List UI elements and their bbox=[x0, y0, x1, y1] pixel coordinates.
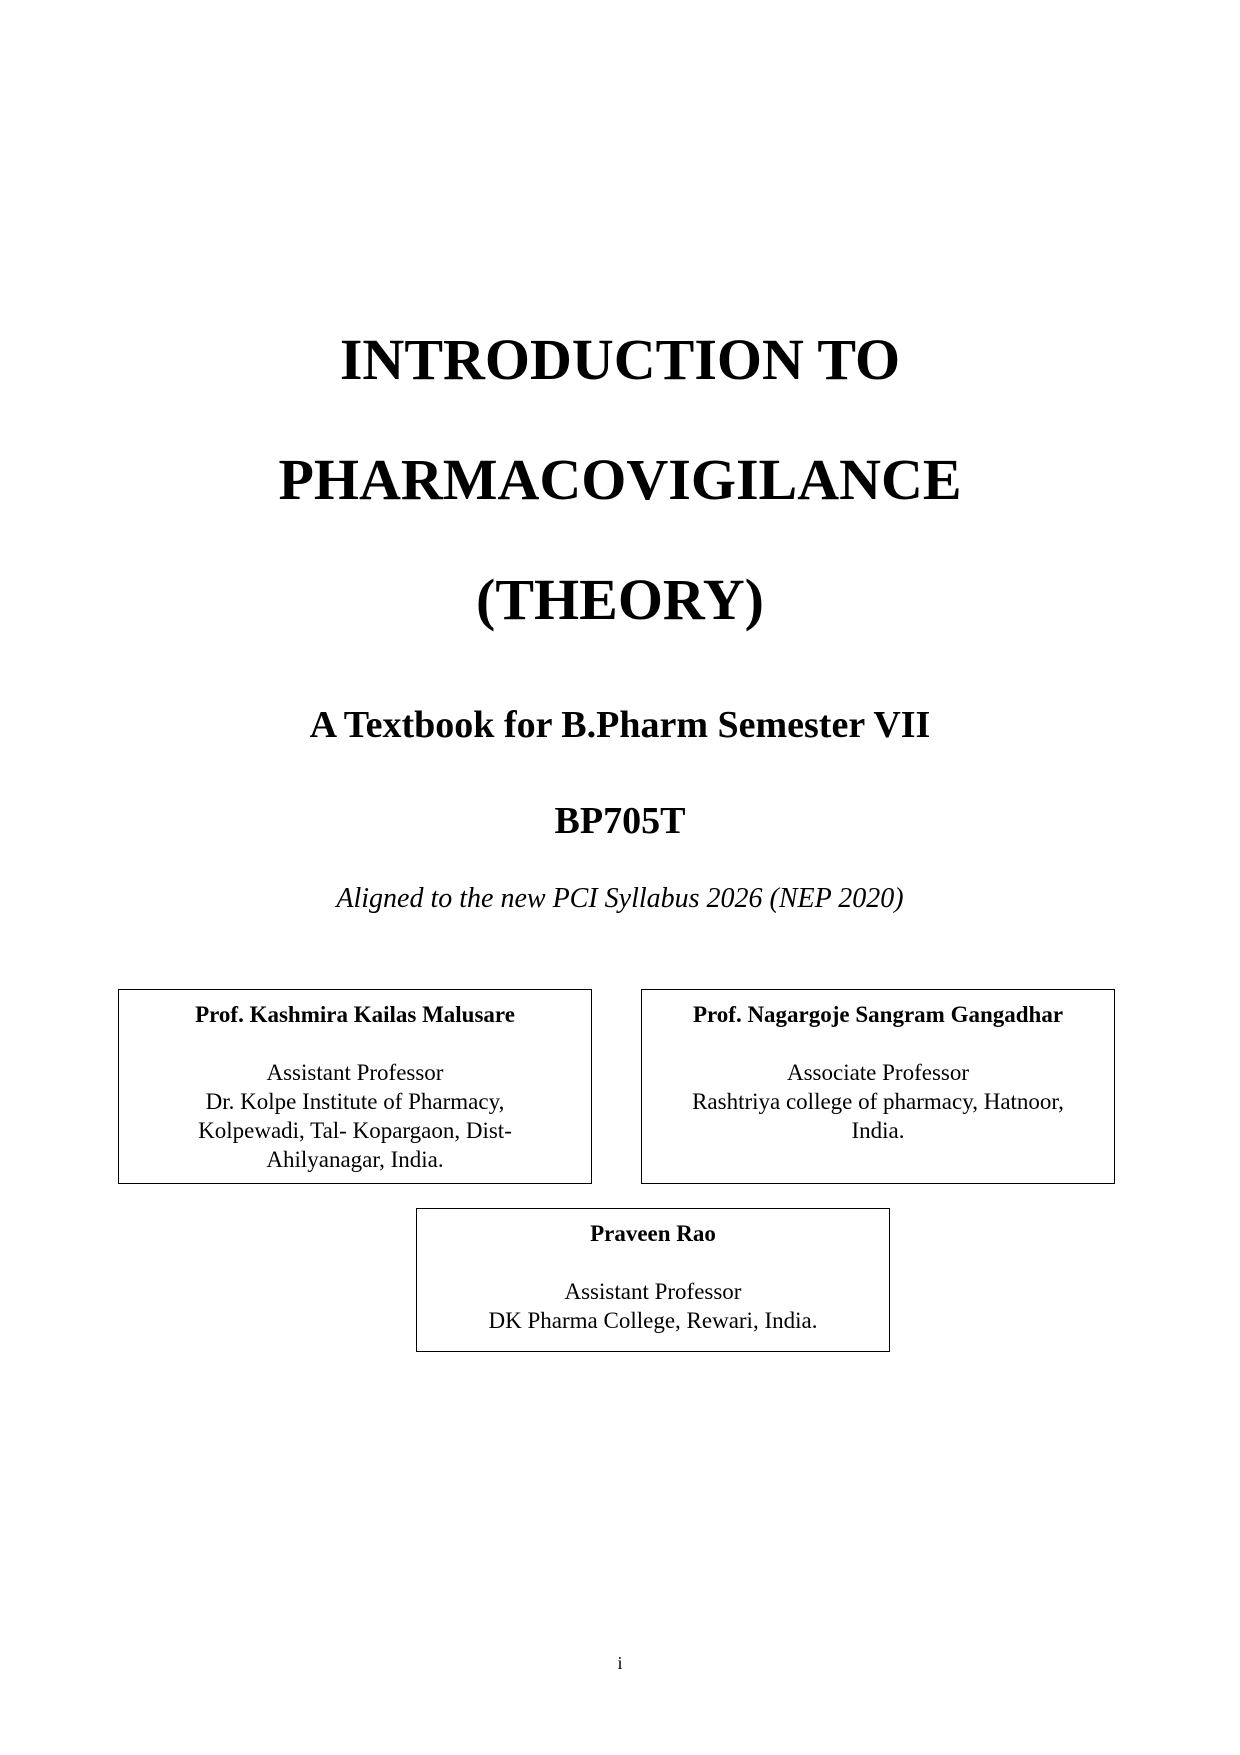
author-designation: Associate Professor bbox=[786, 1060, 970, 1085]
author-designation: Assistant Professor bbox=[564, 1279, 742, 1304]
author-affiliation-line: Rashtriya college of pharmacy, Hatnoor, bbox=[692, 1089, 1064, 1114]
author-box-1 bbox=[118, 989, 592, 1184]
author-box-2 bbox=[641, 989, 1115, 1184]
author-affiliation-line: Kolpewadi, Tal- Kopargaon, Dist- bbox=[198, 1118, 512, 1143]
title-line-3: (THEORY) bbox=[476, 567, 764, 632]
author-name: Praveen Rao bbox=[590, 1221, 716, 1246]
syllabus-note: Aligned to the new PCI Syllabus 2026 (NEP 2020) bbox=[336, 883, 904, 914]
author-affiliation-line: DK Pharma College, Rewari, India. bbox=[488, 1308, 818, 1333]
page-number: i bbox=[617, 1653, 623, 1673]
title-line-2: PHARMACOVIGILANCE bbox=[278, 447, 962, 512]
author-designation: Assistant Professor bbox=[266, 1060, 444, 1085]
course-code: BP705T bbox=[554, 800, 686, 842]
subtitle: A Textbook for B.Pharm Semester VII bbox=[309, 704, 931, 746]
author-box-3 bbox=[416, 1208, 890, 1352]
author-affiliation-line: Ahilyanagar, India. bbox=[266, 1147, 444, 1172]
author-name: Prof. Kashmira Kailas Malusare bbox=[195, 1002, 515, 1027]
author-affiliation-line: India. bbox=[851, 1118, 905, 1143]
author-affiliation-line: Dr. Kolpe Institute of Pharmacy, bbox=[205, 1089, 505, 1114]
author-name: Prof. Nagargoje Sangram Gangadhar bbox=[692, 1002, 1064, 1027]
title-line-1: INTRODUCTION TO bbox=[339, 327, 901, 392]
